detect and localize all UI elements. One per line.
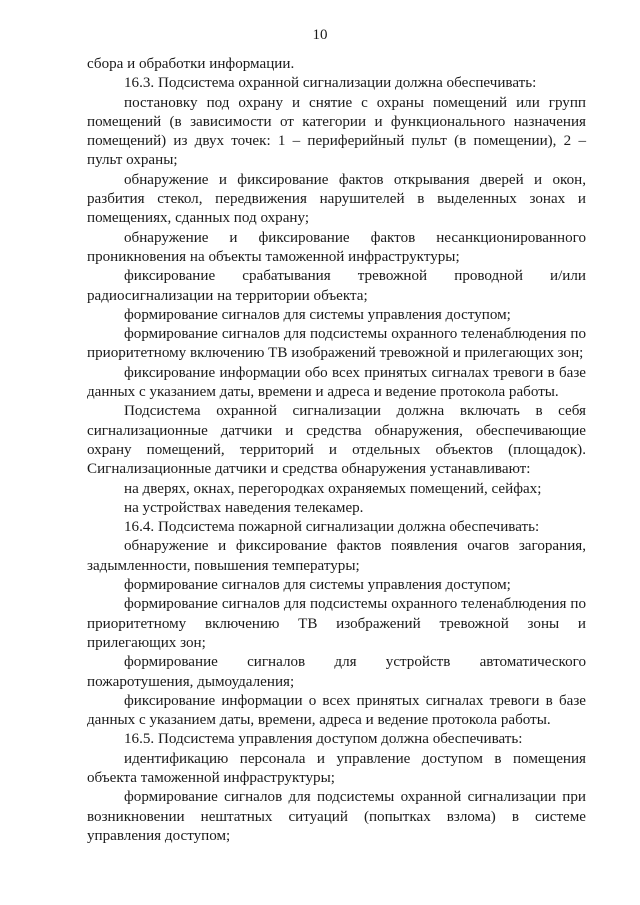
page-number: 10 — [312, 27, 328, 43]
paragraph: формирование сигналов для устройств автоматического пожаротушения, дымоудаления; — [87, 654, 586, 690]
paragraph: формирование сигналов для системы управления доступом; — [124, 306, 511, 323]
section-heading-16-3: 16.3. Подсистема охранной сигнализации должна обеспечивать: — [124, 75, 537, 92]
paragraph: обнаружение и фиксирование фактов появления очагов загорания, задымленности, повышения температуры; — [87, 538, 586, 574]
paragraph: формирование сигналов для системы управления доступом; — [124, 577, 511, 594]
paragraph: фиксирование информации обо всех принятых сигналах тревоги в базе данных с указанием даты, времени и адреса и ведение протокола работы. — [87, 364, 586, 401]
paragraph: фиксирование информации о всех принятых сигналах тревоги в базе данных с указанием даты, времени, адреса и ведение протокола работы. — [87, 692, 586, 729]
section-heading-16-4: 16.4. Подсистема пожарной сигнализации должна обеспечивать: — [124, 519, 540, 536]
paragraph: сбора и обработки информации. — [87, 56, 295, 72]
paragraph: фиксирование срабатывания тревожной проводной и/или радиосигнализации на территории объекта; — [87, 268, 586, 304]
paragraph: обнаружение и фиксирование фактов открывания дверей и окон, разбития стекол, передвижения нарушителей в выделенных зонах и помещениях, сданных под охрану; — [87, 171, 586, 227]
paragraph: на дверях, окнах, перегородках охраняемых помещений, сейфах; — [124, 480, 542, 497]
paragraph: формирование сигналов для подсистемы охранной сигнализации при возникновении нештатных ситуаций (попытках взлома) в системе управления доступом; — [87, 789, 586, 844]
section-heading-16-5: 16.5. Подсистема управления доступом должна обеспечивать: — [124, 731, 523, 748]
paragraph: идентификацию персонала и управление доступом в помещения объекта таможенной инфраструктуры; — [87, 750, 586, 786]
paragraph: формирование сигналов для подсистемы охранного теленаблюдения по приоритетному включению ТВ изображений тревожной и прилегающих зон; — [87, 326, 586, 362]
paragraph: постановку под охрану и снятие с охраны помещений или групп помещений (в зависимости от категории и функционального назначения помещений) из двух точек: 1 – периферийный пульт (в помещении), 2 – пульт охраны; — [87, 94, 586, 169]
document-body — [87, 55, 586, 846]
paragraph: формирование сигналов для подсистемы охранного теленаблюдения по приоритетному включению ТВ изображений тревожной зоны и прилегающих зон; — [87, 596, 586, 651]
paragraph: Подсистема охранной сигнализации должна включать в себя сигнализационные датчики и средства обнаружения, обеспечивающие охрану помещений, территорий и отдельных объектов (площадок). Сигнализационные датчики и средства обнаружения устанавливают: — [87, 403, 586, 478]
paragraph: обнаружение и фиксирование фактов несанкционированного проникновения на объекты таможенной инфраструктуры; — [87, 229, 586, 265]
paragraph: на устройствах наведения телекамер. — [124, 499, 364, 516]
